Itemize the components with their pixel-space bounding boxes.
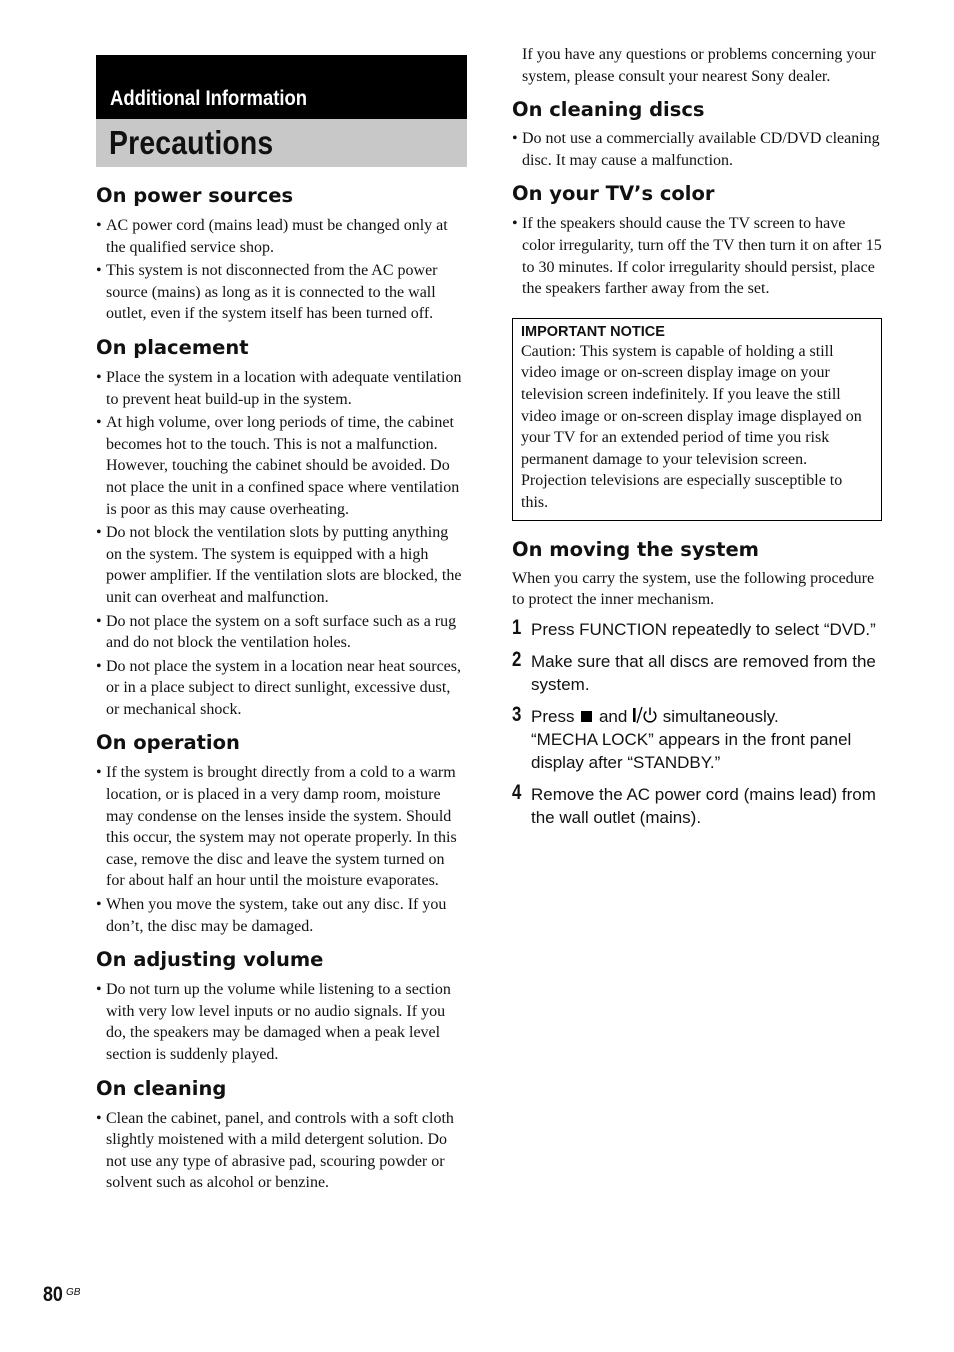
step-after-label: simultaneously. [662, 706, 779, 726]
step-1 [512, 615, 882, 641]
page-number: 80 [43, 1283, 63, 1306]
right-column [512, 44, 882, 829]
heading-operation: On operation [96, 731, 240, 755]
list-item: • AC power cord (mains lead) must be changed only at the qualified service shop. [96, 215, 467, 258]
list-item: • If the speakers should cause the TV screen to have color irregularity, turn off the TV then turn it on after 15 to 30 minutes. If color irregularity should persist, place the speakers farther away from the set. [512, 213, 882, 299]
step-4 [512, 780, 882, 829]
list-power-sources [96, 215, 467, 325]
list-cleaning-discs [512, 128, 882, 171]
stop-icon [581, 711, 592, 722]
step-and-label: and [598, 706, 628, 726]
step-press-label: Press [531, 706, 575, 726]
power-icon [632, 706, 658, 724]
step-number: 1 [512, 615, 522, 639]
moving-intro: When you carry the system, use the following procedure to protect the inner mechanism. [512, 569, 875, 609]
heading-cleaning: On cleaning [96, 1076, 227, 1100]
list-cleaning [96, 1108, 467, 1194]
list-operation [96, 762, 467, 937]
step-number: 3 [512, 702, 522, 726]
list-item: • This system is not disconnected from the AC power source (mains) as long as it is connected to the wall outlet, even if the system itself has been turned off. [96, 260, 467, 325]
list-item: • Do not place the system in a location near heat sources, or in a place subject to direct sunlight, excessive dust, or mechanical shock. [96, 656, 467, 721]
list-item: • Do not place the system on a soft surface such as a rug and do not block the ventilation holes. [96, 611, 467, 654]
section-title: Additional Information [110, 87, 308, 110]
list-item: • Clean the cabinet, panel, and controls with a soft cloth slightly moistened with a mild detergent solution. Do not use any type of abrasive pad, scouring powder or solvent such as alcohol or benzine. [96, 1108, 467, 1194]
page-title: Precautions [109, 124, 274, 161]
step-number: 4 [512, 780, 522, 804]
heading-adjusting-volume: On adjusting volume [96, 948, 324, 972]
step-text: Press FUNCTION repeatedly to select “DVD.” [531, 619, 876, 639]
list-item: • Do not block the ventilation slots by putting anything on the system. The system is equipped with a high power amplifier. If the ventilation slots are blocked, the unit can overheat and malfunction. [96, 522, 467, 608]
step-detail: “MECHA LOCK” appears in the front panel display after “STANDBY.” [531, 729, 852, 772]
list-adjusting-volume [96, 979, 467, 1065]
notice-title: IMPORTANT NOTICE [521, 323, 665, 340]
heading-power-sources: On power sources [96, 184, 294, 207]
section-banner [96, 55, 467, 119]
left-column [96, 55, 467, 1196]
title-banner [96, 119, 467, 167]
important-notice-box [512, 318, 882, 521]
intro-paragraph: If you have any questions or problems concerning your system, please consult your nearest Sony dealer. [522, 46, 876, 85]
heading-placement: On placement [96, 335, 249, 359]
list-item: • Do not use a commercially available CD/DVD cleaning disc. It may cause a malfunction. [512, 128, 882, 171]
list-item: • Place the system in a location with adequate ventilation to prevent heat build-up in the system. [96, 367, 467, 410]
step-text: Make sure that all discs are removed from the system. [531, 651, 876, 694]
heading-tv-color: On your TV’s color [512, 182, 715, 206]
heading-cleaning-discs: On cleaning discs [512, 98, 705, 122]
list-item: • When you move the system, take out any disc. If you don’t, the disc may be damaged. [96, 894, 467, 937]
list-tv-color [512, 213, 882, 299]
page-region-suffix: GB [66, 1287, 81, 1298]
step-number: 2 [512, 647, 522, 671]
step-3 [512, 702, 882, 774]
step-text: Remove the AC power cord (mains lead) from the wall outlet (mains). [531, 784, 876, 827]
list-item: • If the system is brought directly from a cold to a warm location, or is placed in a very damp room, moisture may condense on the lenses inside the system. Should this occur, the system may not operate properly. In this case, remove the disc and leave the system turned on for about half an hour until the moisture evaporates. [96, 762, 467, 892]
heading-moving-system: On moving the system [512, 537, 759, 561]
list-item: • Do not turn up the volume while listening to a section with very low level inputs or no audio signals. If you do, the speakers may be damaged when a peak level section is suddenly played. [96, 979, 467, 1065]
notice-body: Caution: This system is capable of holding a still video image or on-screen display image on your television screen indefinitely. If you leave the still video image or on-screen display image displayed on your TV for an extended period of time you risk permanent damage to your television screen. Projection televisions are especially susceptible to this. [521, 342, 862, 511]
list-item: • At high volume, over long periods of time, the cabinet becomes hot to the touch. This is not a malfunction. However, touching the cabinet should be avoided. Do not place the unit in a confined space where ventilation is poor as this may cause overheating. [96, 412, 467, 520]
list-placement [96, 367, 467, 721]
step-2 [512, 647, 882, 696]
